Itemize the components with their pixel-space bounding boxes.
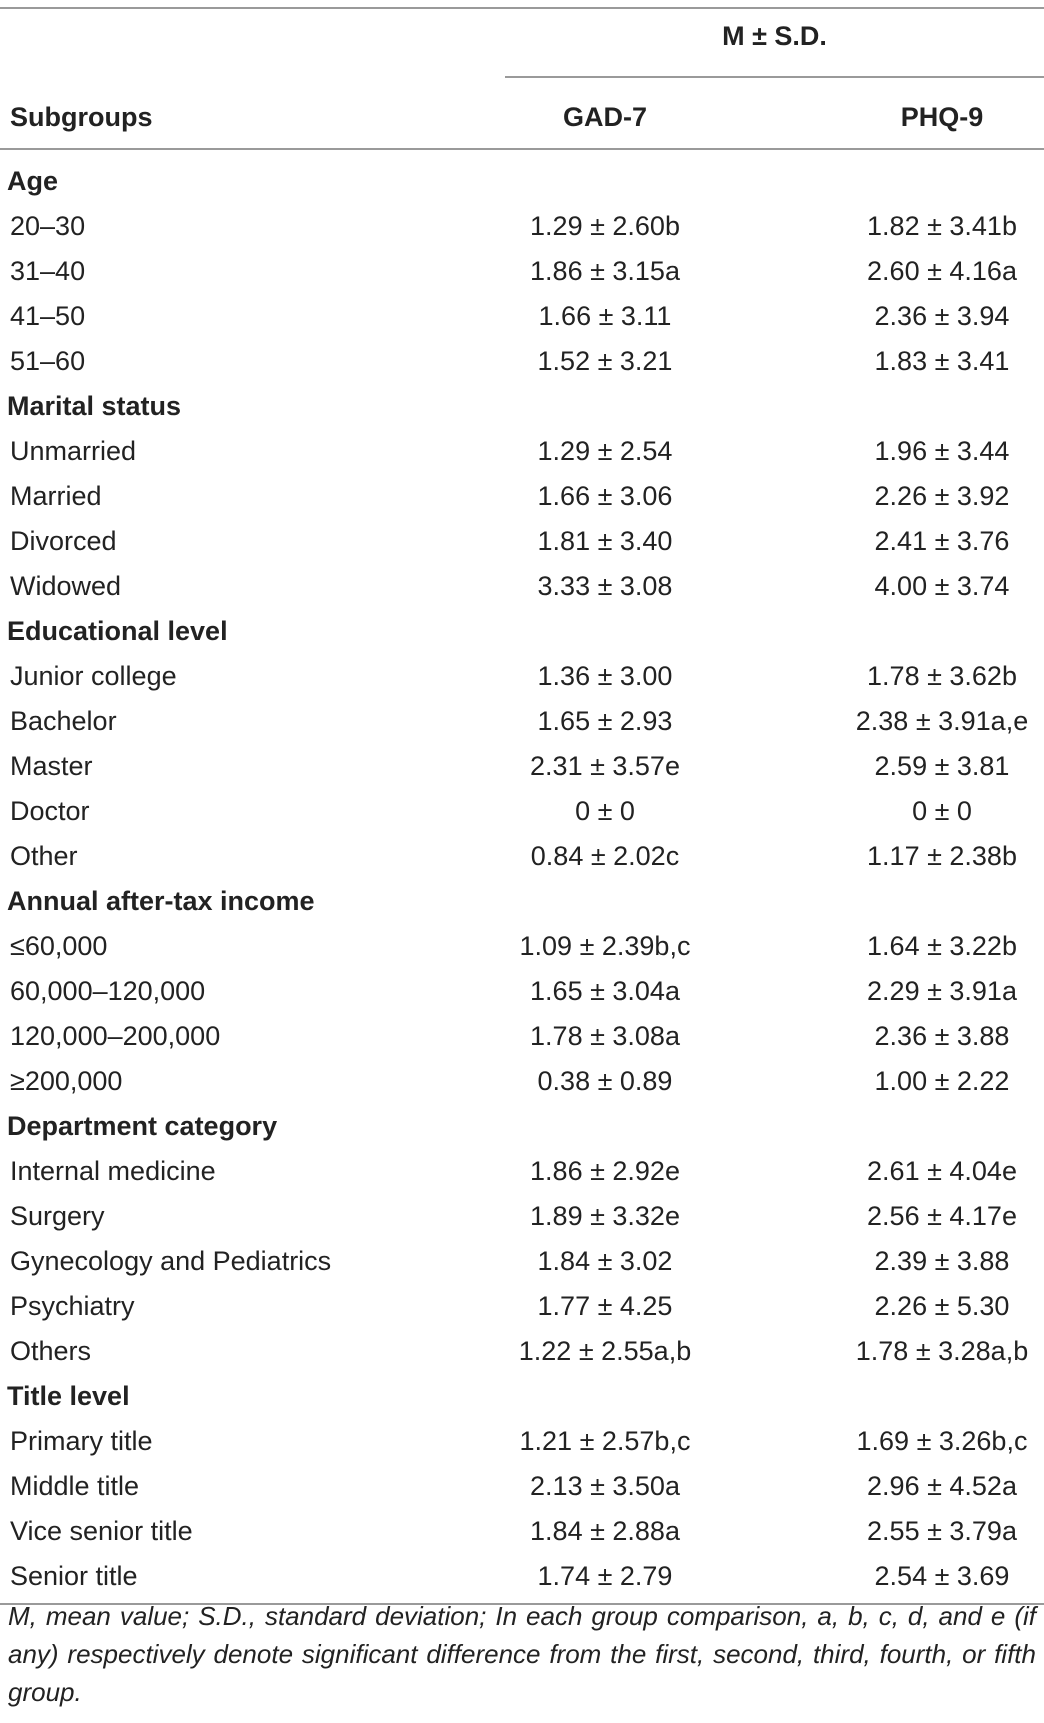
row-label: Doctor bbox=[10, 796, 90, 826]
gad7-value: 1.29 ± 2.60b bbox=[530, 211, 680, 241]
row-label: 20–30 bbox=[10, 211, 86, 241]
row-label: 31–40 bbox=[10, 256, 86, 286]
group-header-label: M ± S.D. bbox=[722, 21, 827, 51]
phq9-value: 2.41 ± 3.76 bbox=[874, 526, 1010, 556]
group-header-rule bbox=[505, 76, 1044, 78]
row-label: Internal medicine bbox=[10, 1156, 216, 1186]
phq9-value: 1.78 ± 3.28a,b bbox=[855, 1336, 1029, 1366]
header-bottom-rule bbox=[0, 148, 1044, 150]
row-label: Unmarried bbox=[10, 436, 137, 466]
phq9-value: 1.78 ± 3.62b bbox=[867, 661, 1017, 691]
header-phq9: PHQ-9 bbox=[900, 102, 984, 132]
phq9-value: 2.96 ± 4.52a bbox=[867, 1471, 1017, 1501]
row-label: Widowed bbox=[10, 571, 122, 601]
row-label: Psychiatry bbox=[10, 1291, 135, 1321]
row-label: Surgery bbox=[10, 1201, 105, 1231]
gad7-value: 1.65 ± 3.04a bbox=[530, 976, 680, 1006]
gad7-value: 2.31 ± 3.57e bbox=[530, 751, 680, 781]
gad7-value: 1.89 ± 3.32e bbox=[530, 1201, 680, 1231]
phq9-value: 2.61 ± 4.04e bbox=[867, 1156, 1017, 1186]
section-title: Educational level bbox=[7, 616, 228, 646]
row-label: Vice senior title bbox=[10, 1516, 193, 1546]
phq9-value: 1.17 ± 2.38b bbox=[867, 841, 1017, 871]
phq9-value: 2.55 ± 3.79a bbox=[867, 1516, 1017, 1546]
row-label: Master bbox=[10, 751, 93, 781]
gad7-value: 1.78 ± 3.08a bbox=[530, 1021, 680, 1051]
phq9-value: 1.00 ± 2.22 bbox=[874, 1066, 1010, 1096]
header-subgroups: Subgroups bbox=[10, 102, 153, 132]
phq9-value: 2.36 ± 3.88 bbox=[874, 1021, 1010, 1051]
gad7-value: 1.81 ± 3.40 bbox=[537, 526, 673, 556]
phq9-value: 2.36 ± 3.94 bbox=[874, 301, 1010, 331]
phq9-value: 1.69 ± 3.26b,c bbox=[856, 1426, 1028, 1456]
phq9-value: 2.39 ± 3.88 bbox=[874, 1246, 1010, 1276]
phq9-value: 1.96 ± 3.44 bbox=[874, 436, 1010, 466]
row-label: Other bbox=[10, 841, 78, 871]
gad7-value: 1.29 ± 2.54 bbox=[537, 436, 673, 466]
gad7-value: 1.74 ± 2.79 bbox=[537, 1561, 673, 1591]
row-label: Primary title bbox=[10, 1426, 153, 1456]
gad7-value: 1.36 ± 3.00 bbox=[537, 661, 673, 691]
phq9-value: 2.26 ± 5.30 bbox=[874, 1291, 1010, 1321]
gad7-value: 0.84 ± 2.02c bbox=[530, 841, 680, 871]
row-label: Divorced bbox=[10, 526, 117, 556]
gad7-value: 0.38 ± 0.89 bbox=[537, 1066, 673, 1096]
gad7-value: 1.84 ± 2.88a bbox=[530, 1516, 680, 1546]
section-title: Age bbox=[7, 166, 59, 196]
row-label: Others bbox=[10, 1336, 92, 1366]
phq9-value: 2.38 ± 3.91a,e bbox=[855, 706, 1029, 736]
row-label: 51–60 bbox=[10, 346, 86, 376]
gad7-value: 1.84 ± 3.02 bbox=[537, 1246, 673, 1276]
gad7-value: 1.77 ± 4.25 bbox=[537, 1291, 673, 1321]
phq9-value: 2.54 ± 3.69 bbox=[874, 1561, 1010, 1591]
gad7-value: 1.22 ± 2.55a,b bbox=[518, 1336, 692, 1366]
row-label: Senior title bbox=[10, 1561, 138, 1591]
row-label: Junior college bbox=[10, 661, 177, 691]
gad7-value: 1.09 ± 2.39b,c bbox=[519, 931, 691, 961]
row-label: ≥200,000 bbox=[10, 1066, 123, 1096]
phq9-value: 2.26 ± 3.92 bbox=[874, 481, 1010, 511]
gad7-value: 1.65 ± 2.93 bbox=[537, 706, 673, 736]
row-label: 60,000–120,000 bbox=[10, 976, 206, 1006]
phq9-value: 0 ± 0 bbox=[912, 796, 972, 826]
row-label: Bachelor bbox=[10, 706, 117, 736]
phq9-value: 2.56 ± 4.17e bbox=[867, 1201, 1017, 1231]
phq9-value: 4.00 ± 3.74 bbox=[874, 571, 1010, 601]
phq9-value: 1.82 ± 3.41b bbox=[867, 211, 1017, 241]
gad7-value: 1.86 ± 2.92e bbox=[530, 1156, 680, 1186]
table-footnote: M, mean value; S.D., standard deviation; In each group comparison, a, b, c, d, and e (if any) respectively denote significant difference from the first, second, third, fourth, or fifth group. bbox=[8, 1601, 1036, 1707]
gad7-value: 3.33 ± 3.08 bbox=[537, 571, 673, 601]
phq9-value: 1.83 ± 3.41 bbox=[874, 346, 1010, 376]
header-gad7: GAD-7 bbox=[562, 102, 647, 132]
phq9-value: 2.29 ± 3.91a bbox=[867, 976, 1017, 1006]
gad7-value: 1.52 ± 3.21 bbox=[537, 346, 673, 376]
row-label: 120,000–200,000 bbox=[10, 1021, 221, 1051]
gad7-value: 1.66 ± 3.11 bbox=[538, 301, 672, 331]
row-label: Married bbox=[10, 481, 102, 511]
gad7-value: 1.86 ± 3.15a bbox=[530, 256, 680, 286]
phq9-value: 2.59 ± 3.81 bbox=[874, 751, 1010, 781]
top-rule bbox=[0, 7, 1044, 9]
row-label: 41–50 bbox=[10, 301, 86, 331]
section-title: Department category bbox=[7, 1111, 278, 1141]
gad7-value: 1.21 ± 2.57b,c bbox=[519, 1426, 691, 1456]
row-label: Gynecology and Pediatrics bbox=[10, 1246, 332, 1276]
phq9-value: 2.60 ± 4.16a bbox=[867, 256, 1017, 286]
gad7-value: 2.13 ± 3.50a bbox=[530, 1471, 680, 1501]
row-label: Middle title bbox=[10, 1471, 140, 1501]
row-label: ≤60,000 bbox=[10, 931, 108, 961]
section-title: Title level bbox=[7, 1381, 130, 1411]
gad7-value: 1.66 ± 3.06 bbox=[537, 481, 673, 511]
phq9-value: 1.64 ± 3.22b bbox=[867, 931, 1017, 961]
section-title: Annual after-tax income bbox=[7, 886, 315, 916]
gad7-value: 0 ± 0 bbox=[575, 796, 635, 826]
section-title: Marital status bbox=[7, 391, 182, 421]
